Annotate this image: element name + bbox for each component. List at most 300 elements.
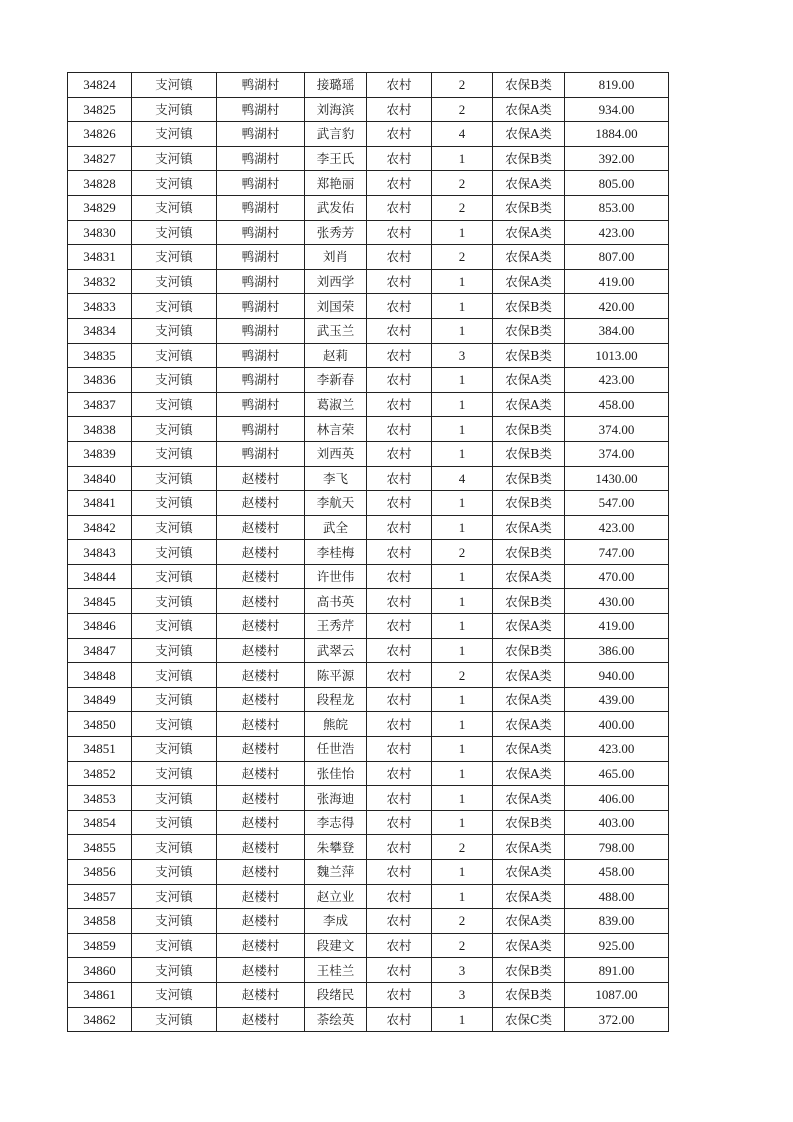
cell-name: 陈平源 <box>305 663 367 688</box>
cell-name: 朱攀登 <box>305 835 367 860</box>
table-row <box>68 343 669 368</box>
cell-town: 支河镇 <box>132 860 217 885</box>
cell-household-type: 农村 <box>367 1007 432 1032</box>
cell-record-id: 34848 <box>68 663 132 688</box>
cell-village: 赵楼村 <box>217 786 305 811</box>
cell-town: 支河镇 <box>132 146 217 171</box>
cell-member-count: 3 <box>432 982 493 1007</box>
cell-household-type: 农村 <box>367 220 432 245</box>
cell-amount: 925.00 <box>565 933 669 958</box>
cell-insurance-category: 农保A类 <box>493 712 565 737</box>
table-row <box>68 933 669 958</box>
cell-member-count: 2 <box>432 835 493 860</box>
cell-amount: 420.00 <box>565 294 669 319</box>
cell-village: 赵楼村 <box>217 614 305 639</box>
table-row <box>68 195 669 220</box>
cell-record-id: 34837 <box>68 392 132 417</box>
cell-name: 段程龙 <box>305 687 367 712</box>
cell-amount: 891.00 <box>565 958 669 983</box>
cell-name: 李王氏 <box>305 146 367 171</box>
cell-member-count: 1 <box>432 1007 493 1032</box>
cell-name: 葛淑兰 <box>305 392 367 417</box>
cell-record-id: 34834 <box>68 318 132 343</box>
cell-town: 支河镇 <box>132 368 217 393</box>
cell-member-count: 1 <box>432 368 493 393</box>
cell-village: 赵楼村 <box>217 589 305 614</box>
cell-name: 林言荣 <box>305 417 367 442</box>
cell-town: 支河镇 <box>132 392 217 417</box>
cell-record-id: 34835 <box>68 343 132 368</box>
cell-household-type: 农村 <box>367 835 432 860</box>
cell-name: 王秀芹 <box>305 614 367 639</box>
cell-name: 武全 <box>305 515 367 540</box>
table-row <box>68 491 669 516</box>
cell-insurance-category: 农保A类 <box>493 687 565 712</box>
cell-member-count: 1 <box>432 712 493 737</box>
cell-insurance-category: 农保A类 <box>493 737 565 762</box>
cell-name: 刘国荣 <box>305 294 367 319</box>
cell-record-id: 34853 <box>68 786 132 811</box>
table-row <box>68 982 669 1007</box>
cell-record-id: 34824 <box>68 73 132 98</box>
cell-insurance-category: 农保B类 <box>493 540 565 565</box>
table-row <box>68 1007 669 1032</box>
cell-name: 王桂兰 <box>305 958 367 983</box>
cell-record-id: 34860 <box>68 958 132 983</box>
cell-town: 支河镇 <box>132 294 217 319</box>
cell-village: 赵楼村 <box>217 663 305 688</box>
cell-member-count: 2 <box>432 909 493 934</box>
cell-member-count: 1 <box>432 687 493 712</box>
cell-record-id: 34827 <box>68 146 132 171</box>
cell-amount: 400.00 <box>565 712 669 737</box>
cell-record-id: 34840 <box>68 466 132 491</box>
cell-village: 赵楼村 <box>217 909 305 934</box>
cell-household-type: 农村 <box>367 73 432 98</box>
cell-town: 支河镇 <box>132 195 217 220</box>
cell-insurance-category: 农保B类 <box>493 294 565 319</box>
cell-name: 刘肖 <box>305 245 367 270</box>
cell-amount: 1884.00 <box>565 122 669 147</box>
cell-member-count: 1 <box>432 860 493 885</box>
cell-household-type: 农村 <box>367 195 432 220</box>
cell-town: 支河镇 <box>132 318 217 343</box>
cell-household-type: 农村 <box>367 638 432 663</box>
cell-name: 段建文 <box>305 933 367 958</box>
cell-village: 鸭湖村 <box>217 122 305 147</box>
table-row <box>68 392 669 417</box>
cell-insurance-category: 农保A类 <box>493 564 565 589</box>
cell-insurance-category: 农保A类 <box>493 884 565 909</box>
table-row <box>68 171 669 196</box>
cell-village: 鸭湖村 <box>217 73 305 98</box>
cell-amount: 372.00 <box>565 1007 669 1032</box>
cell-name: 郑艳丽 <box>305 171 367 196</box>
table-row <box>68 638 669 663</box>
cell-town: 支河镇 <box>132 884 217 909</box>
cell-village: 赵楼村 <box>217 958 305 983</box>
table-row <box>68 860 669 885</box>
cell-amount: 392.00 <box>565 146 669 171</box>
cell-household-type: 农村 <box>367 269 432 294</box>
cell-amount: 374.00 <box>565 441 669 466</box>
cell-record-id: 34861 <box>68 982 132 1007</box>
cell-town: 支河镇 <box>132 933 217 958</box>
cell-record-id: 34859 <box>68 933 132 958</box>
cell-member-count: 1 <box>432 491 493 516</box>
cell-village: 赵楼村 <box>217 884 305 909</box>
table-row <box>68 368 669 393</box>
cell-member-count: 2 <box>432 171 493 196</box>
cell-household-type: 农村 <box>367 933 432 958</box>
cell-name: 赵立业 <box>305 884 367 909</box>
cell-name: 张秀芳 <box>305 220 367 245</box>
cell-member-count: 1 <box>432 392 493 417</box>
cell-amount: 423.00 <box>565 515 669 540</box>
cell-household-type: 农村 <box>367 982 432 1007</box>
table-row <box>68 958 669 983</box>
cell-household-type: 农村 <box>367 146 432 171</box>
cell-village: 鸭湖村 <box>217 392 305 417</box>
cell-town: 支河镇 <box>132 122 217 147</box>
table-row <box>68 810 669 835</box>
cell-insurance-category: 农保A类 <box>493 909 565 934</box>
cell-amount: 1013.00 <box>565 343 669 368</box>
cell-household-type: 农村 <box>367 737 432 762</box>
cell-record-id: 34846 <box>68 614 132 639</box>
cell-member-count: 1 <box>432 146 493 171</box>
table-row <box>68 786 669 811</box>
cell-village: 赵楼村 <box>217 515 305 540</box>
cell-insurance-category: 农保A类 <box>493 933 565 958</box>
cell-household-type: 农村 <box>367 417 432 442</box>
cell-insurance-category: 农保B类 <box>493 958 565 983</box>
cell-town: 支河镇 <box>132 835 217 860</box>
cell-household-type: 农村 <box>367 909 432 934</box>
cell-name: 张佳怡 <box>305 761 367 786</box>
cell-village: 鸭湖村 <box>217 318 305 343</box>
cell-insurance-category: 农保A类 <box>493 245 565 270</box>
cell-town: 支河镇 <box>132 564 217 589</box>
cell-amount: 934.00 <box>565 97 669 122</box>
cell-member-count: 2 <box>432 663 493 688</box>
cell-insurance-category: 农保B类 <box>493 466 565 491</box>
cell-insurance-category: 农保B类 <box>493 417 565 442</box>
cell-amount: 374.00 <box>565 417 669 442</box>
cell-insurance-category: 农保A类 <box>493 835 565 860</box>
cell-record-id: 34857 <box>68 884 132 909</box>
cell-insurance-category: 农保B类 <box>493 638 565 663</box>
cell-town: 支河镇 <box>132 441 217 466</box>
cell-amount: 439.00 <box>565 687 669 712</box>
cell-town: 支河镇 <box>132 982 217 1007</box>
cell-name: 李新春 <box>305 368 367 393</box>
cell-household-type: 农村 <box>367 564 432 589</box>
cell-name: 接璐瑶 <box>305 73 367 98</box>
cell-village: 赵楼村 <box>217 933 305 958</box>
cell-village: 赵楼村 <box>217 540 305 565</box>
cell-amount: 819.00 <box>565 73 669 98</box>
cell-household-type: 农村 <box>367 589 432 614</box>
cell-household-type: 农村 <box>367 392 432 417</box>
cell-insurance-category: 农保A类 <box>493 515 565 540</box>
cell-town: 支河镇 <box>132 687 217 712</box>
table-row <box>68 417 669 442</box>
cell-village: 赵楼村 <box>217 638 305 663</box>
cell-household-type: 农村 <box>367 171 432 196</box>
cell-amount: 458.00 <box>565 860 669 885</box>
cell-name: 张海迪 <box>305 786 367 811</box>
cell-village: 鸭湖村 <box>217 343 305 368</box>
cell-town: 支河镇 <box>132 73 217 98</box>
cell-town: 支河镇 <box>132 417 217 442</box>
cell-member-count: 2 <box>432 195 493 220</box>
cell-village: 赵楼村 <box>217 712 305 737</box>
cell-household-type: 农村 <box>367 614 432 639</box>
cell-town: 支河镇 <box>132 638 217 663</box>
cell-household-type: 农村 <box>367 884 432 909</box>
cell-town: 支河镇 <box>132 737 217 762</box>
cell-household-type: 农村 <box>367 466 432 491</box>
cell-household-type: 农村 <box>367 860 432 885</box>
cell-name: 刘西学 <box>305 269 367 294</box>
cell-name: 刘海滨 <box>305 97 367 122</box>
cell-insurance-category: 农保A类 <box>493 97 565 122</box>
cell-amount: 423.00 <box>565 737 669 762</box>
cell-household-type: 农村 <box>367 245 432 270</box>
cell-name: 武发佑 <box>305 195 367 220</box>
cell-household-type: 农村 <box>367 761 432 786</box>
cell-village: 鸭湖村 <box>217 368 305 393</box>
cell-amount: 419.00 <box>565 614 669 639</box>
cell-name: 刘西英 <box>305 441 367 466</box>
cell-record-id: 34833 <box>68 294 132 319</box>
cell-household-type: 农村 <box>367 712 432 737</box>
cell-household-type: 农村 <box>367 97 432 122</box>
cell-village: 赵楼村 <box>217 860 305 885</box>
table-row <box>68 515 669 540</box>
cell-record-id: 34828 <box>68 171 132 196</box>
cell-member-count: 1 <box>432 441 493 466</box>
cell-town: 支河镇 <box>132 958 217 983</box>
cell-town: 支河镇 <box>132 491 217 516</box>
cell-name: 武翠云 <box>305 638 367 663</box>
cell-village: 鸭湖村 <box>217 441 305 466</box>
table-row <box>68 687 669 712</box>
cell-amount: 1430.00 <box>565 466 669 491</box>
cell-household-type: 农村 <box>367 294 432 319</box>
cell-name: 许世伟 <box>305 564 367 589</box>
cell-insurance-category: 农保B类 <box>493 589 565 614</box>
cell-member-count: 1 <box>432 614 493 639</box>
cell-amount: 470.00 <box>565 564 669 589</box>
cell-member-count: 3 <box>432 958 493 983</box>
cell-member-count: 4 <box>432 466 493 491</box>
cell-record-id: 34826 <box>68 122 132 147</box>
table-row <box>68 318 669 343</box>
cell-amount: 465.00 <box>565 761 669 786</box>
cell-insurance-category: 农保B类 <box>493 982 565 1007</box>
cell-member-count: 2 <box>432 933 493 958</box>
cell-amount: 423.00 <box>565 220 669 245</box>
cell-amount: 458.00 <box>565 392 669 417</box>
cell-village: 鸭湖村 <box>217 245 305 270</box>
cell-village: 鸭湖村 <box>217 417 305 442</box>
cell-amount: 386.00 <box>565 638 669 663</box>
cell-member-count: 1 <box>432 515 493 540</box>
table-row <box>68 712 669 737</box>
cell-amount: 423.00 <box>565 368 669 393</box>
cell-name: 任世浩 <box>305 737 367 762</box>
cell-record-id: 34838 <box>68 417 132 442</box>
cell-town: 支河镇 <box>132 97 217 122</box>
cell-name: 武玉兰 <box>305 318 367 343</box>
cell-member-count: 1 <box>432 269 493 294</box>
cell-insurance-category: 农保A类 <box>493 860 565 885</box>
cell-name: 武言豹 <box>305 122 367 147</box>
table-row <box>68 737 669 762</box>
cell-household-type: 农村 <box>367 318 432 343</box>
cell-village: 赵楼村 <box>217 687 305 712</box>
cell-record-id: 34844 <box>68 564 132 589</box>
cell-record-id: 34845 <box>68 589 132 614</box>
cell-member-count: 1 <box>432 318 493 343</box>
cell-village: 鸭湖村 <box>217 97 305 122</box>
cell-record-id: 34836 <box>68 368 132 393</box>
cell-member-count: 1 <box>432 884 493 909</box>
cell-insurance-category: 农保B类 <box>493 810 565 835</box>
cell-insurance-category: 农保A类 <box>493 368 565 393</box>
table-row <box>68 835 669 860</box>
cell-record-id: 34829 <box>68 195 132 220</box>
cell-village: 鸭湖村 <box>217 269 305 294</box>
cell-record-id: 34855 <box>68 835 132 860</box>
cell-amount: 403.00 <box>565 810 669 835</box>
cell-insurance-category: 农保B类 <box>493 195 565 220</box>
data-table <box>67 72 669 1032</box>
cell-record-id: 34842 <box>68 515 132 540</box>
table-row <box>68 146 669 171</box>
cell-member-count: 2 <box>432 540 493 565</box>
cell-name: 李成 <box>305 909 367 934</box>
cell-household-type: 农村 <box>367 540 432 565</box>
cell-village: 赵楼村 <box>217 491 305 516</box>
cell-member-count: 1 <box>432 786 493 811</box>
cell-name: 李航天 <box>305 491 367 516</box>
cell-name: 高书英 <box>305 589 367 614</box>
cell-household-type: 农村 <box>367 368 432 393</box>
cell-village: 鸭湖村 <box>217 195 305 220</box>
cell-town: 支河镇 <box>132 343 217 368</box>
cell-member-count: 1 <box>432 564 493 589</box>
cell-amount: 430.00 <box>565 589 669 614</box>
cell-amount: 488.00 <box>565 884 669 909</box>
cell-insurance-category: 农保B类 <box>493 73 565 98</box>
table-row <box>68 614 669 639</box>
cell-insurance-category: 农保A类 <box>493 171 565 196</box>
cell-member-count: 2 <box>432 73 493 98</box>
cell-member-count: 1 <box>432 761 493 786</box>
cell-insurance-category: 农保A类 <box>493 220 565 245</box>
cell-record-id: 34852 <box>68 761 132 786</box>
cell-insurance-category: 农保C类 <box>493 1007 565 1032</box>
cell-member-count: 1 <box>432 220 493 245</box>
cell-amount: 419.00 <box>565 269 669 294</box>
cell-village: 赵楼村 <box>217 737 305 762</box>
cell-amount: 747.00 <box>565 540 669 565</box>
cell-record-id: 34830 <box>68 220 132 245</box>
cell-insurance-category: 农保A类 <box>493 392 565 417</box>
cell-record-id: 34839 <box>68 441 132 466</box>
cell-record-id: 34849 <box>68 687 132 712</box>
cell-member-count: 1 <box>432 737 493 762</box>
cell-household-type: 农村 <box>367 663 432 688</box>
cell-insurance-category: 农保B类 <box>493 318 565 343</box>
cell-household-type: 农村 <box>367 687 432 712</box>
cell-town: 支河镇 <box>132 786 217 811</box>
cell-insurance-category: 农保A类 <box>493 786 565 811</box>
cell-village: 赵楼村 <box>217 761 305 786</box>
cell-member-count: 1 <box>432 589 493 614</box>
table-row <box>68 97 669 122</box>
cell-name: 魏兰萍 <box>305 860 367 885</box>
table-row <box>68 122 669 147</box>
table-row <box>68 909 669 934</box>
cell-member-count: 1 <box>432 638 493 663</box>
cell-amount: 807.00 <box>565 245 669 270</box>
cell-household-type: 农村 <box>367 810 432 835</box>
cell-insurance-category: 农保A类 <box>493 663 565 688</box>
cell-household-type: 农村 <box>367 958 432 983</box>
cell-household-type: 农村 <box>367 515 432 540</box>
cell-record-id: 34856 <box>68 860 132 885</box>
table-row <box>68 245 669 270</box>
cell-town: 支河镇 <box>132 171 217 196</box>
cell-name: 李桂梅 <box>305 540 367 565</box>
cell-record-id: 34825 <box>68 97 132 122</box>
table-row <box>68 663 669 688</box>
cell-town: 支河镇 <box>132 589 217 614</box>
cell-member-count: 3 <box>432 343 493 368</box>
table-row <box>68 540 669 565</box>
table-row <box>68 564 669 589</box>
cell-town: 支河镇 <box>132 1007 217 1032</box>
cell-insurance-category: 农保A类 <box>493 269 565 294</box>
cell-amount: 1087.00 <box>565 982 669 1007</box>
table-row <box>68 884 669 909</box>
cell-town: 支河镇 <box>132 220 217 245</box>
cell-record-id: 34851 <box>68 737 132 762</box>
cell-town: 支河镇 <box>132 614 217 639</box>
cell-record-id: 34862 <box>68 1007 132 1032</box>
cell-insurance-category: 农保B类 <box>493 146 565 171</box>
cell-village: 赵楼村 <box>217 982 305 1007</box>
cell-name: 段绪民 <box>305 982 367 1007</box>
cell-amount: 798.00 <box>565 835 669 860</box>
table-row <box>68 269 669 294</box>
cell-town: 支河镇 <box>132 269 217 294</box>
cell-amount: 853.00 <box>565 195 669 220</box>
cell-insurance-category: 农保B类 <box>493 441 565 466</box>
cell-town: 支河镇 <box>132 540 217 565</box>
cell-record-id: 34831 <box>68 245 132 270</box>
cell-name: 荼绘英 <box>305 1007 367 1032</box>
cell-household-type: 农村 <box>367 122 432 147</box>
cell-insurance-category: 农保A类 <box>493 761 565 786</box>
cell-village: 赵楼村 <box>217 835 305 860</box>
table-row <box>68 589 669 614</box>
cell-town: 支河镇 <box>132 810 217 835</box>
